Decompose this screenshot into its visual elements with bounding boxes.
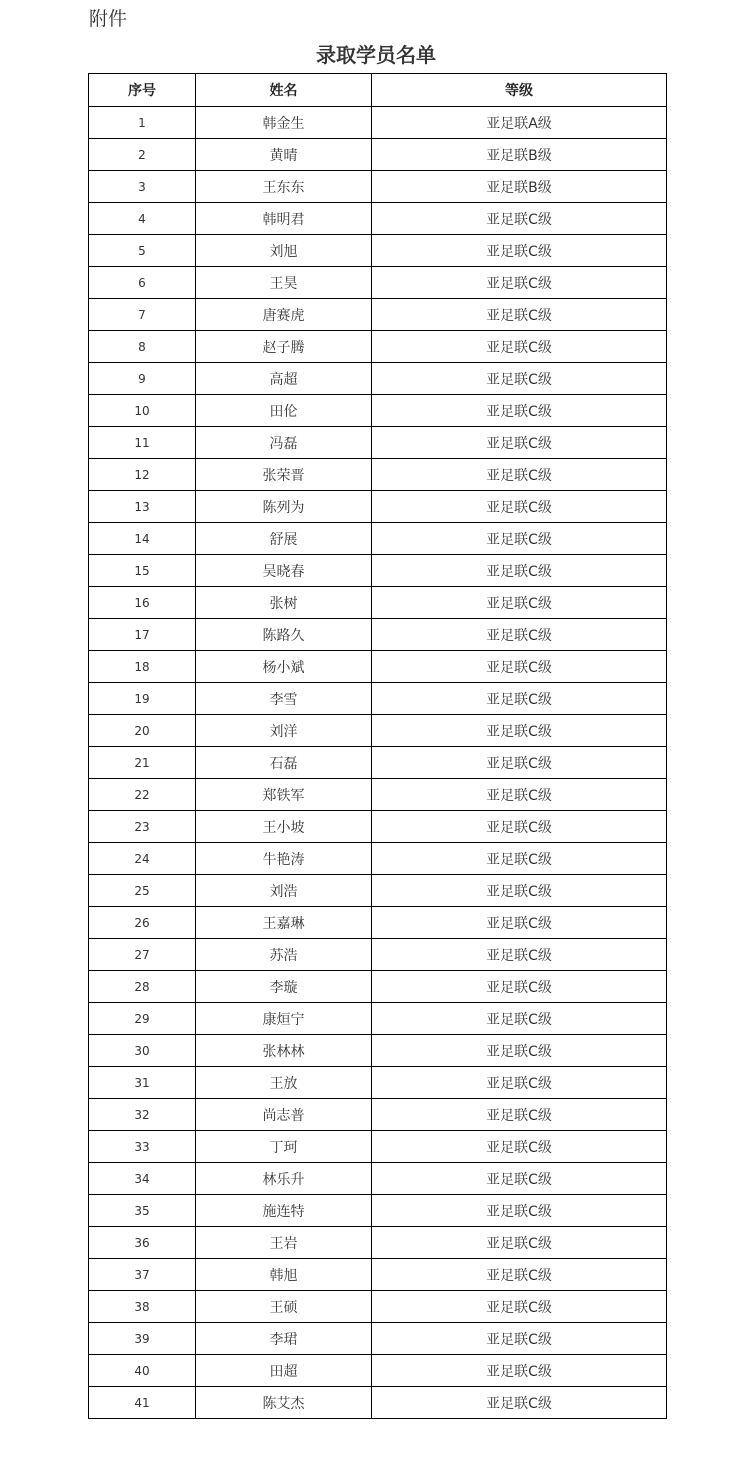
- level-cell: 亚足联C级: [372, 1099, 667, 1131]
- student-name-cell: 李璇: [196, 971, 372, 1003]
- row-number-cell: 20: [89, 715, 196, 747]
- student-name-cell: 杨小斌: [196, 651, 372, 683]
- row-number-cell: 24: [89, 843, 196, 875]
- student-name-cell: 韩金生: [196, 107, 372, 139]
- row-number-cell: 26: [89, 907, 196, 939]
- table-row: [89, 1323, 667, 1355]
- table-row: [89, 651, 667, 683]
- row-number-cell: 5: [89, 235, 196, 267]
- level-cell: 亚足联C级: [372, 203, 667, 235]
- table-row: [89, 427, 667, 459]
- table-row: [89, 971, 667, 1003]
- table-row: [89, 235, 667, 267]
- student-name-cell: 王昊: [196, 267, 372, 299]
- level-cell: 亚足联B级: [372, 139, 667, 171]
- table-row: [89, 1387, 667, 1419]
- column-header-level: 等级: [372, 74, 667, 107]
- row-number-cell: 1: [89, 107, 196, 139]
- table-row: [89, 907, 667, 939]
- student-name-cell: 丁珂: [196, 1131, 372, 1163]
- table-row: [89, 939, 667, 971]
- level-cell: 亚足联B级: [372, 171, 667, 203]
- attachment-label: 附件: [89, 8, 128, 30]
- level-cell: 亚足联C级: [372, 907, 667, 939]
- page-title: 录取学员名单: [316, 43, 436, 67]
- student-name-cell: 唐赛虎: [196, 299, 372, 331]
- level-cell: 亚足联C级: [372, 427, 667, 459]
- student-name-cell: 郑铁军: [196, 779, 372, 811]
- row-number-cell: 12: [89, 459, 196, 491]
- level-cell: 亚足联C级: [372, 747, 667, 779]
- row-number-cell: 15: [89, 555, 196, 587]
- student-name-cell: 刘旭: [196, 235, 372, 267]
- table-body: [89, 107, 667, 1419]
- student-name-cell: 王东东: [196, 171, 372, 203]
- table-row: [89, 1163, 667, 1195]
- row-number-cell: 35: [89, 1195, 196, 1227]
- row-number-cell: 32: [89, 1099, 196, 1131]
- student-name-cell: 冯磊: [196, 427, 372, 459]
- student-name-cell: 康烜宁: [196, 1003, 372, 1035]
- student-name-cell: 陈列为: [196, 491, 372, 523]
- row-number-cell: 40: [89, 1355, 196, 1387]
- table-row: [89, 619, 667, 651]
- level-cell: 亚足联C级: [372, 811, 667, 843]
- level-cell: 亚足联C级: [372, 651, 667, 683]
- table-row: [89, 715, 667, 747]
- row-number-cell: 41: [89, 1387, 196, 1419]
- student-name-cell: 尚志普: [196, 1099, 372, 1131]
- row-number-cell: 38: [89, 1291, 196, 1323]
- table-row: [89, 843, 667, 875]
- table-row: [89, 395, 667, 427]
- student-name-cell: 陈路久: [196, 619, 372, 651]
- row-number-cell: 2: [89, 139, 196, 171]
- table-row: [89, 107, 667, 139]
- student-name-cell: 王放: [196, 1067, 372, 1099]
- row-number-cell: 10: [89, 395, 196, 427]
- row-number-cell: 33: [89, 1131, 196, 1163]
- level-cell: 亚足联C级: [372, 299, 667, 331]
- table-header: [89, 74, 667, 107]
- student-name-cell: 韩明君: [196, 203, 372, 235]
- row-number-cell: 4: [89, 203, 196, 235]
- level-cell: 亚足联C级: [372, 491, 667, 523]
- table-row: [89, 203, 667, 235]
- level-cell: 亚足联C级: [372, 395, 667, 427]
- row-number-cell: 29: [89, 1003, 196, 1035]
- column-header-no: 序号: [89, 74, 196, 107]
- row-number-cell: 3: [89, 171, 196, 203]
- row-number-cell: 13: [89, 491, 196, 523]
- level-cell: 亚足联C级: [372, 1131, 667, 1163]
- student-name-cell: 吴晓春: [196, 555, 372, 587]
- column-header-name: 姓名: [196, 74, 372, 107]
- row-number-cell: 8: [89, 331, 196, 363]
- table-row: [89, 683, 667, 715]
- roster-table: [88, 73, 667, 1419]
- table-row: [89, 1067, 667, 1099]
- table-row: [89, 363, 667, 395]
- table-row: [89, 331, 667, 363]
- student-name-cell: 张林林: [196, 1035, 372, 1067]
- student-name-cell: 陈艾杰: [196, 1387, 372, 1419]
- row-number-cell: 21: [89, 747, 196, 779]
- level-cell: 亚足联C级: [372, 523, 667, 555]
- level-cell: 亚足联C级: [372, 1259, 667, 1291]
- row-number-cell: 28: [89, 971, 196, 1003]
- table-row: [89, 555, 667, 587]
- student-name-cell: 刘浩: [196, 875, 372, 907]
- level-cell: 亚足联C级: [372, 939, 667, 971]
- row-number-cell: 17: [89, 619, 196, 651]
- table-row: [89, 1355, 667, 1387]
- header-row: [89, 74, 667, 107]
- level-cell: 亚足联C级: [372, 555, 667, 587]
- level-cell: 亚足联C级: [372, 459, 667, 491]
- student-name-cell: 苏浩: [196, 939, 372, 971]
- row-number-cell: 6: [89, 267, 196, 299]
- table-row: [89, 1291, 667, 1323]
- table-row: [89, 779, 667, 811]
- table-row: [89, 1195, 667, 1227]
- level-cell: 亚足联C级: [372, 1035, 667, 1067]
- table-row: [89, 811, 667, 843]
- table-row: [89, 491, 667, 523]
- student-name-cell: 赵子腾: [196, 331, 372, 363]
- table-row: [89, 747, 667, 779]
- table-row: [89, 523, 667, 555]
- level-cell: 亚足联C级: [372, 1227, 667, 1259]
- row-number-cell: 23: [89, 811, 196, 843]
- student-name-cell: 施连特: [196, 1195, 372, 1227]
- table-row: [89, 1259, 667, 1291]
- student-name-cell: 王岩: [196, 1227, 372, 1259]
- level-cell: 亚足联C级: [372, 267, 667, 299]
- level-cell: 亚足联C级: [372, 1163, 667, 1195]
- level-cell: 亚足联C级: [372, 619, 667, 651]
- level-cell: 亚足联C级: [372, 587, 667, 619]
- student-name-cell: 王嘉琳: [196, 907, 372, 939]
- level-cell: 亚足联A级: [372, 107, 667, 139]
- level-cell: 亚足联C级: [372, 235, 667, 267]
- student-name-cell: 高超: [196, 363, 372, 395]
- level-cell: 亚足联C级: [372, 1195, 667, 1227]
- table-row: [89, 299, 667, 331]
- student-name-cell: 田超: [196, 1355, 372, 1387]
- row-number-cell: 19: [89, 683, 196, 715]
- student-name-cell: 王硕: [196, 1291, 372, 1323]
- student-name-cell: 牛艳涛: [196, 843, 372, 875]
- level-cell: 亚足联C级: [372, 1387, 667, 1419]
- student-name-cell: 李雪: [196, 683, 372, 715]
- row-number-cell: 16: [89, 587, 196, 619]
- level-cell: 亚足联C级: [372, 1067, 667, 1099]
- level-cell: 亚足联C级: [372, 331, 667, 363]
- level-cell: 亚足联C级: [372, 1355, 667, 1387]
- table-row: [89, 587, 667, 619]
- student-name-cell: 林乐升: [196, 1163, 372, 1195]
- level-cell: 亚足联C级: [372, 1323, 667, 1355]
- row-number-cell: 27: [89, 939, 196, 971]
- row-number-cell: 25: [89, 875, 196, 907]
- row-number-cell: 7: [89, 299, 196, 331]
- table-row: [89, 1099, 667, 1131]
- row-number-cell: 34: [89, 1163, 196, 1195]
- row-number-cell: 31: [89, 1067, 196, 1099]
- student-name-cell: 张荣晋: [196, 459, 372, 491]
- level-cell: 亚足联C级: [372, 683, 667, 715]
- row-number-cell: 22: [89, 779, 196, 811]
- level-cell: 亚足联C级: [372, 875, 667, 907]
- student-name-cell: 张树: [196, 587, 372, 619]
- level-cell: 亚足联C级: [372, 1291, 667, 1323]
- table-row: [89, 1035, 667, 1067]
- level-cell: 亚足联C级: [372, 1003, 667, 1035]
- level-cell: 亚足联C级: [372, 779, 667, 811]
- table-row: [89, 1131, 667, 1163]
- student-name-cell: 韩旭: [196, 1259, 372, 1291]
- student-name-cell: 李珺: [196, 1323, 372, 1355]
- row-number-cell: 36: [89, 1227, 196, 1259]
- table-row: [89, 459, 667, 491]
- level-cell: 亚足联C级: [372, 363, 667, 395]
- level-cell: 亚足联C级: [372, 971, 667, 1003]
- table-row: [89, 875, 667, 907]
- level-cell: 亚足联C级: [372, 843, 667, 875]
- table-row: [89, 1003, 667, 1035]
- table-row: [89, 171, 667, 203]
- table-row: [89, 1227, 667, 1259]
- row-number-cell: 30: [89, 1035, 196, 1067]
- row-number-cell: 18: [89, 651, 196, 683]
- row-number-cell: 37: [89, 1259, 196, 1291]
- student-name-cell: 田伦: [196, 395, 372, 427]
- table-row: [89, 267, 667, 299]
- row-number-cell: 39: [89, 1323, 196, 1355]
- student-name-cell: 刘洋: [196, 715, 372, 747]
- row-number-cell: 11: [89, 427, 196, 459]
- student-name-cell: 舒展: [196, 523, 372, 555]
- student-name-cell: 石磊: [196, 747, 372, 779]
- level-cell: 亚足联C级: [372, 715, 667, 747]
- row-number-cell: 9: [89, 363, 196, 395]
- student-name-cell: 王小坡: [196, 811, 372, 843]
- table-row: [89, 139, 667, 171]
- student-name-cell: 黄晴: [196, 139, 372, 171]
- row-number-cell: 14: [89, 523, 196, 555]
